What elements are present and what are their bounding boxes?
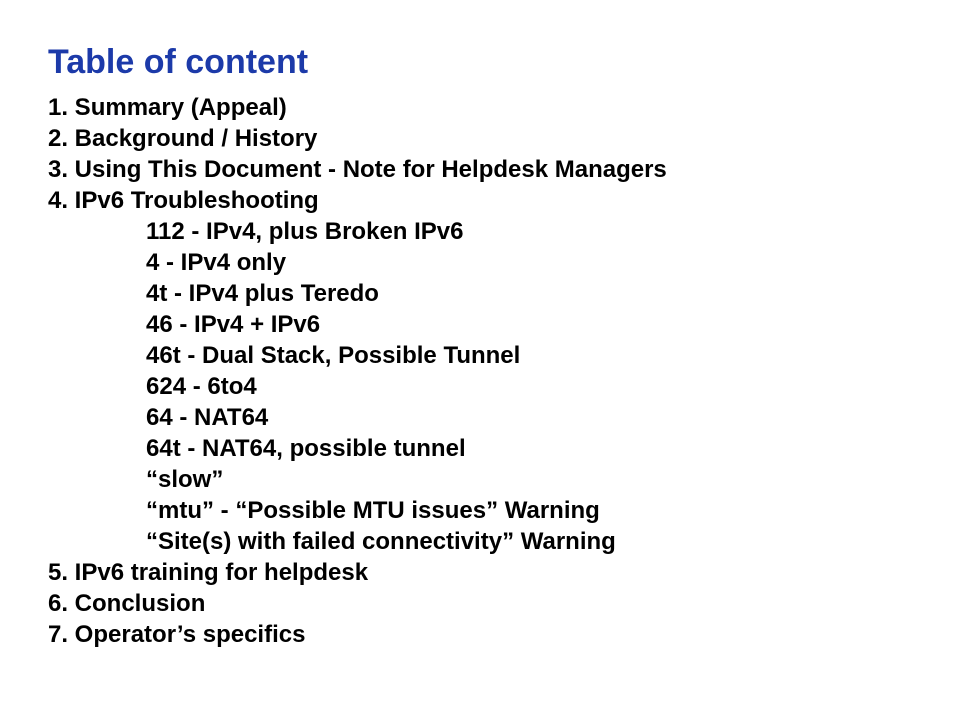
toc-subitem: 624 - 6to4 (146, 373, 257, 400)
toc-item: 3. Using This Document - Note for Helpdesk Managers (48, 156, 667, 183)
toc-subitem: “slow” (146, 466, 224, 493)
toc-subitem: 112 - IPv4, plus Broken IPv6 (146, 218, 464, 245)
toc-subitem: 64 - NAT64 (146, 404, 269, 431)
toc-subitem: 4 - IPv4 only (146, 249, 287, 276)
toc-subitem: “mtu” - “Possible MTU issues” Warning (146, 497, 600, 524)
page-title: Table of content (48, 43, 309, 81)
toc-subitem: 4t - IPv4 plus Teredo (146, 280, 379, 307)
toc-item: 5. IPv6 training for helpdesk (48, 559, 369, 586)
toc-subitem: 46 - IPv4 + IPv6 (146, 311, 321, 338)
toc-subitem: “Site(s) with failed connectivity” Warning (146, 528, 616, 555)
toc-item: 1. Summary (Appeal) (48, 94, 287, 121)
toc-item: 2. Background / History (48, 125, 318, 152)
table-of-contents-list (48, 92, 667, 650)
toc-subitem: 46t - Dual Stack, Possible Tunnel (146, 342, 521, 369)
toc-item: 4. IPv6 Troubleshooting (48, 187, 319, 214)
toc-item: 7. Operator’s specifics (48, 621, 306, 648)
toc-subitem: 64t - NAT64, possible tunnel (146, 435, 466, 462)
toc-item: 6. Conclusion (48, 590, 206, 617)
